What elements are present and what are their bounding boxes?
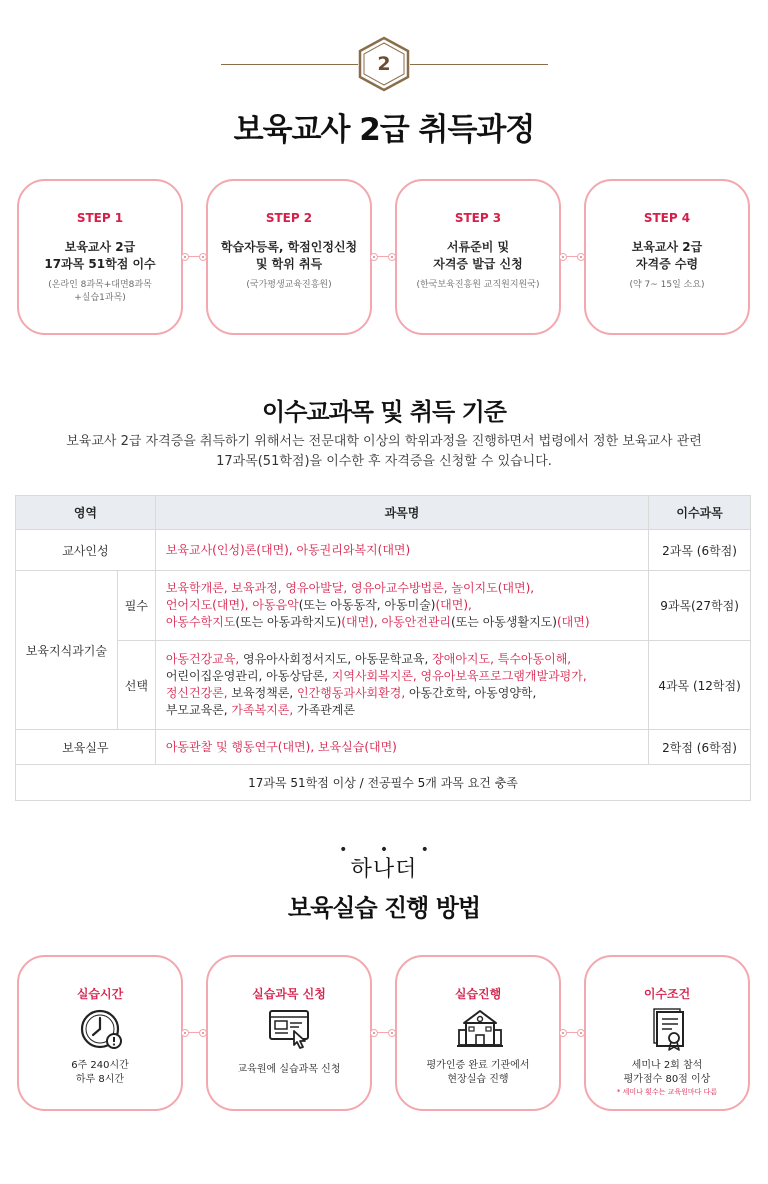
header-subject: 과목명 — [155, 496, 648, 530]
header-credit: 이수과목 — [649, 496, 751, 530]
credit-cell: 2과목 (6학점) — [649, 530, 751, 571]
subject-segment: 가족복지론, — [231, 703, 297, 717]
subject-segment: 아동건강교육, — [165, 652, 243, 666]
subject-segment: 영유아사회정서지도, 아동문학교육, — [243, 652, 433, 666]
practice-card-text: 교육원에 실습과목 신청 — [237, 1064, 341, 1075]
table-footer-row — [16, 765, 751, 801]
step-label: STEP 1 — [76, 211, 124, 225]
subject-segment: 가족관계론 — [297, 703, 355, 717]
step-label: STEP 3 — [454, 211, 502, 225]
practice-card-apply — [206, 955, 372, 1111]
subject-line — [166, 614, 638, 631]
curriculum-description: 보육교사 2급 자격증을 취득하기 위해서는 전문대학 이상의 학위과정을 진행하면서 법령에서 정한 보육교사 관련 17과목(51학점)을 이수한 후 자격증을 신청할 수 있습니다. — [66, 434, 702, 469]
practice-card-text: 평가인증 완료 기관에서 현장실습 진행 — [426, 1060, 530, 1085]
subject-segment: 아동간호학, 아동영양학, — [408, 686, 537, 700]
step-sub: (한국보육진흥원 교직원지원국) — [416, 280, 540, 290]
subject-segment: (또는 아동동작, 아동미술) — [298, 598, 436, 612]
subject-segment: (대면) — [556, 615, 590, 629]
badge-number: 2 — [377, 53, 391, 75]
credit-cell: 2학점 (6학점) — [649, 730, 751, 765]
practice-title: 보육실습 진행 방법 — [287, 894, 481, 922]
brand-name: 하나더 — [350, 857, 418, 882]
practice-card-progress — [395, 955, 561, 1111]
table-row — [16, 571, 751, 641]
step-label: STEP 4 — [643, 211, 691, 225]
practice-card-note: * 세미나 횟수는 교육원마다 다름 — [616, 1088, 718, 1096]
brand-dots: • • • — [339, 842, 443, 858]
table-row — [16, 641, 751, 730]
area-cell: 교사인성 — [16, 530, 156, 571]
elective-subjects — [155, 641, 648, 730]
step-title: 학습자등록, 학점인정신청 및 학위 취득 — [220, 240, 358, 271]
area-cell: 보육지식과기술 — [16, 571, 118, 730]
curriculum-title: 이수교과목 및 취득 기준 — [262, 398, 506, 426]
subject-segment: 언어지도(대면), 아동음악 — [165, 598, 299, 612]
subject-segment: 아동수학지도 — [165, 615, 236, 629]
credit-cell: 9과목(27학점) — [649, 571, 751, 641]
curriculum-table — [15, 495, 751, 801]
subject-segment: 지역사회복지론, 영유아보육프로그램개발과평가, — [331, 669, 587, 683]
clock-alert-icon — [77, 1005, 127, 1055]
badge-line-left — [221, 64, 358, 65]
required-label: 필수 — [117, 571, 155, 641]
subject-segment: (또는 아동과학지도) — [235, 615, 342, 629]
table-footer: 17과목 51학점 이상 / 전공필수 5개 과목 요건 충족 — [16, 765, 751, 801]
subject-segment: (또는 아동생활지도) — [451, 615, 557, 629]
practice-card-title: 실습과목 신청 — [252, 987, 326, 1001]
step-title: 보육교사 2급 17과목 51학점 이수 — [44, 240, 156, 271]
credit-cell: 4과목 (12학점) — [649, 641, 751, 730]
table-row — [16, 530, 751, 571]
step-connector — [559, 252, 585, 262]
step-card-3 — [395, 179, 561, 335]
subject-segment: 어린이집운영관리, 아동상담론, — [165, 669, 332, 683]
practice-card-title: 실습진행 — [454, 987, 502, 1001]
step-connector — [181, 1028, 207, 1038]
subject-segment: 장애아지도, 특수아동이해, — [432, 652, 572, 666]
practice-card-title: 이수조건 — [643, 987, 691, 1001]
practice-card-text: 세미나 2회 참석 평가점수 80점 이상 — [623, 1060, 711, 1085]
certificate-icon — [644, 1005, 694, 1055]
subject-line — [166, 702, 638, 719]
subject-segment: (대면), 아동안전관리 — [341, 615, 452, 629]
badge-line-right — [410, 64, 548, 65]
subject-segment: 인간행동과사회환경, — [297, 686, 409, 700]
table-header-row — [16, 496, 751, 530]
table-row — [16, 730, 751, 765]
section-badge — [0, 36, 768, 92]
subjects-cell: 보육교사(인성)론(대면), 아동권리와복지(대면) — [155, 530, 648, 571]
step-card-4 — [584, 179, 750, 335]
step-connector — [181, 252, 207, 262]
school-building-icon — [455, 1005, 505, 1055]
step-sub: (약 7~ 15일 소요) — [629, 280, 705, 290]
practice-card-text: 6주 240시간 하루 8시간 — [71, 1060, 129, 1085]
required-subjects — [155, 571, 648, 641]
subject-line — [166, 580, 638, 597]
step-card-2 — [206, 179, 372, 335]
step-sub: (온라인 8과목+대면8과목 +실습1과목) — [48, 280, 152, 303]
area-cell: 보육실무 — [16, 730, 156, 765]
step-title: 보육교사 2급 자격증 수령 — [631, 240, 703, 271]
header-area: 영역 — [16, 496, 156, 530]
step-card-1 — [17, 179, 183, 335]
subjects-cell: 아동관찰 및 행동연구(대면), 보육실습(대면) — [155, 730, 648, 765]
subject-line — [166, 597, 638, 614]
page-title: 보육교사 2급 취득과정 — [233, 112, 535, 148]
subject-segment: 보육학개론, 보육과정, 영유아발달, 영유아교수방법론, 놀이지도(대면), — [165, 581, 535, 595]
subject-line — [166, 685, 638, 702]
practice-card-title: 실습시간 — [76, 987, 124, 1001]
step-connector — [370, 252, 396, 262]
step-connector — [559, 1028, 585, 1038]
step-sub: (국가평생교육진흥원) — [246, 280, 332, 290]
step-title: 서류준비 및 자격증 발급 신청 — [433, 240, 523, 271]
subject-segment: 정신건강론, — [165, 686, 232, 700]
step-connector — [370, 1028, 396, 1038]
subject-line — [166, 668, 638, 685]
subject-line — [166, 651, 638, 668]
subject-segment: 보육정책론, — [231, 686, 297, 700]
subject-segment: (대면), — [435, 598, 472, 612]
practice-card-time — [17, 955, 183, 1111]
elective-label: 선택 — [117, 641, 155, 730]
step-label: STEP 2 — [265, 211, 313, 225]
practice-card-completion — [584, 955, 750, 1111]
subject-segment: 부모교육론, — [165, 703, 232, 717]
web-click-icon — [266, 1005, 316, 1055]
